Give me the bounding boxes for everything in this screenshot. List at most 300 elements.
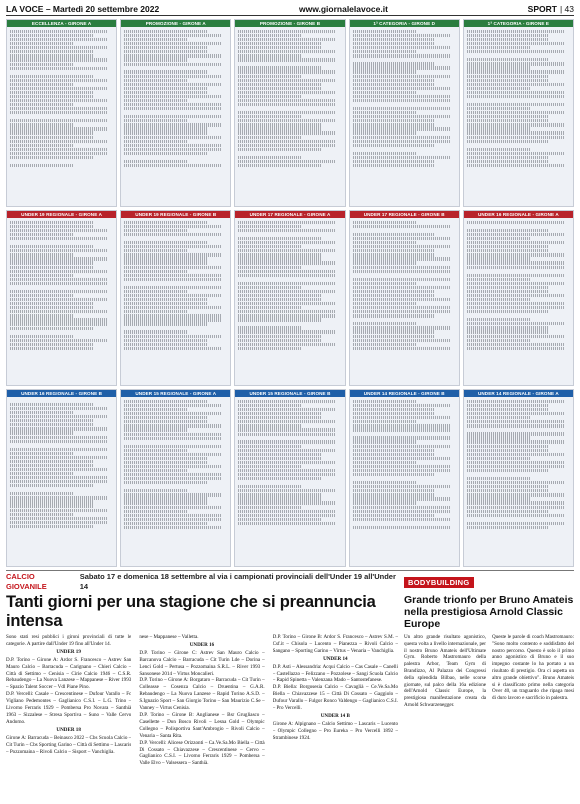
fine-print-line <box>124 103 221 106</box>
results-box <box>463 210 574 386</box>
box-header: UNDER 15 REGIONALE - GIRONE A <box>121 390 230 397</box>
fine-print-line <box>238 50 335 53</box>
fine-print-line <box>10 456 107 459</box>
fine-print-line <box>124 501 207 504</box>
fine-print-line <box>467 237 531 240</box>
fine-print-line <box>353 274 456 277</box>
results-box <box>120 389 231 567</box>
fine-print-line <box>124 99 188 102</box>
fine-print-line <box>10 419 93 422</box>
fine-print-line <box>10 339 107 342</box>
fine-print-line <box>124 298 207 301</box>
fine-print-line <box>124 274 221 277</box>
results-box <box>349 389 460 567</box>
fine-print-line <box>10 257 107 260</box>
article-column-1 <box>6 634 131 804</box>
fine-print-line <box>10 509 107 512</box>
fine-print-line <box>10 290 107 293</box>
fine-print-line <box>238 70 335 73</box>
box-content <box>7 397 116 531</box>
fine-print-line <box>238 249 335 252</box>
fine-print-line <box>124 514 221 517</box>
fine-print-line <box>238 412 321 415</box>
fine-print-line <box>353 95 450 98</box>
fine-print-line <box>353 99 450 102</box>
fine-print-line <box>467 87 531 90</box>
fine-print-line <box>124 119 188 122</box>
fine-print-line <box>124 449 188 452</box>
fine-print-line <box>124 87 207 90</box>
section-label <box>528 4 574 14</box>
fine-print-line <box>124 148 221 151</box>
fine-print-line <box>238 461 335 464</box>
box-header: UNDER 14 REGIONALE - GIRONE B <box>350 390 459 397</box>
fine-print-line <box>10 480 107 483</box>
fine-print-line <box>10 42 74 45</box>
fine-print-line <box>238 445 302 448</box>
fine-print-line <box>467 449 550 452</box>
fine-print-line <box>124 261 207 264</box>
fine-print-line <box>467 278 531 281</box>
fine-print-line <box>124 225 221 228</box>
fine-print-line <box>124 241 207 244</box>
fine-print-line <box>124 330 188 333</box>
fine-print-line <box>353 440 417 443</box>
fine-print-line <box>238 501 335 504</box>
fine-print-line <box>467 493 564 496</box>
fine-print-line <box>124 58 188 61</box>
fine-print-line <box>467 445 550 448</box>
fine-print-line <box>353 330 436 333</box>
fine-print-line <box>124 453 221 456</box>
fine-print-line <box>353 493 436 496</box>
fine-print-line <box>238 437 341 440</box>
box-header: 1ª CATEGORIA - GIRONE E <box>464 20 573 27</box>
fine-print-line <box>124 473 221 476</box>
subheading: UNDER 16 <box>189 641 215 648</box>
fine-print-line <box>467 152 564 155</box>
fine-print-line <box>353 148 456 151</box>
fine-print-line <box>353 257 450 260</box>
fine-print-line <box>353 465 450 468</box>
fine-print-line <box>353 339 450 342</box>
fine-print-line <box>353 91 417 94</box>
fine-print-line <box>353 131 417 134</box>
fine-print-line <box>353 58 456 61</box>
fine-print-line <box>467 465 564 468</box>
fine-print-line <box>467 461 564 464</box>
fine-print-line <box>124 91 207 94</box>
fine-print-line <box>10 152 107 155</box>
fine-print-line <box>10 444 113 447</box>
fine-print-line <box>353 75 450 78</box>
site-url[interactable]: www.giornalelavoce.it <box>298 3 388 14</box>
fine-print-line <box>467 497 531 500</box>
fine-print-line <box>124 131 207 134</box>
fine-print-line <box>124 253 221 256</box>
fine-print-line <box>10 127 107 130</box>
fine-print-line <box>467 123 564 126</box>
article-headline: Tanti giorni per una stagione che si preannuncia intensa <box>6 593 376 630</box>
fine-print-line <box>467 140 550 143</box>
fine-print-line <box>238 428 335 431</box>
fine-print-line <box>124 404 221 407</box>
fine-print-line <box>124 441 227 444</box>
fine-print-line <box>10 75 93 78</box>
box-header: UNDER 19 REGIONALE - GIRONE B <box>121 211 230 218</box>
fine-print-line <box>353 469 450 472</box>
fine-print-line <box>124 38 188 41</box>
fine-print-line <box>238 123 321 126</box>
fine-print-line <box>124 310 188 313</box>
fine-print-line <box>124 506 221 509</box>
fine-print-line <box>238 282 335 285</box>
article-kicker <box>6 572 398 592</box>
fine-print-line <box>467 481 564 484</box>
fine-print-line <box>238 522 335 525</box>
fine-print-line <box>10 278 107 281</box>
fine-print-line <box>353 412 436 415</box>
fine-print-line <box>10 331 113 334</box>
fine-print-line <box>353 322 417 325</box>
fine-print-line <box>353 314 436 317</box>
fine-print-line <box>353 318 456 321</box>
box-content <box>464 397 573 532</box>
fine-print-line <box>10 30 107 33</box>
fine-print-line <box>238 63 341 66</box>
box-content <box>350 27 459 170</box>
fine-print-line <box>124 115 221 118</box>
fine-print-line <box>10 233 74 236</box>
fine-print-line <box>353 144 436 147</box>
fine-print-line <box>124 107 221 110</box>
fine-print-line <box>238 343 335 346</box>
results-box <box>6 389 117 567</box>
fine-print-line <box>124 67 227 70</box>
fine-print-line <box>10 407 107 410</box>
fine-print-line <box>10 403 93 406</box>
fine-print-line <box>467 501 564 504</box>
fine-print-line <box>124 54 221 57</box>
fine-print-line <box>353 249 436 252</box>
fine-print-line <box>467 335 564 338</box>
fine-print-line <box>353 241 417 244</box>
fine-print-line <box>10 468 107 471</box>
fine-print-line <box>353 501 417 504</box>
fine-print-line <box>124 278 221 281</box>
fine-print-line <box>124 497 207 500</box>
fine-print-line <box>467 225 570 228</box>
subheading: UNDER 18 <box>56 726 81 733</box>
fine-print-line <box>353 282 417 285</box>
fine-print-line <box>467 318 531 321</box>
fine-print-line <box>467 261 564 264</box>
fine-print-line <box>353 164 436 167</box>
results-box <box>463 389 574 567</box>
box-header: 1ª CATEGORIA - GIRONE D <box>350 20 459 27</box>
fine-print-line <box>238 339 321 342</box>
fine-print-line <box>124 481 207 484</box>
fine-print-line <box>353 302 417 305</box>
subheading: UNDER 14 B <box>320 712 350 719</box>
fine-print-line <box>353 286 450 289</box>
results-row-2 <box>6 210 574 386</box>
fine-print-line <box>10 237 107 240</box>
fine-print-line <box>353 347 450 350</box>
paragraph: nese – Mappanese – Valletta. <box>139 634 199 640</box>
fine-print-line <box>10 492 74 495</box>
fine-print-line <box>238 326 302 329</box>
fine-print-line <box>467 38 550 41</box>
fine-print-line <box>467 326 550 329</box>
fine-print-line <box>124 408 188 411</box>
fine-print-line <box>353 50 417 53</box>
fine-print-line <box>353 497 450 500</box>
fine-print-line <box>353 83 436 86</box>
fine-print-line <box>10 123 74 126</box>
fine-print-line <box>10 282 107 285</box>
fine-print-line <box>467 127 531 130</box>
fine-print-line <box>10 310 107 313</box>
fine-print-line <box>10 164 74 167</box>
fine-print-line <box>10 318 107 321</box>
fine-print-line <box>467 144 570 147</box>
fine-print-line <box>238 95 302 98</box>
fine-print-line <box>124 249 188 252</box>
fine-print-line <box>353 119 436 122</box>
fine-print-line <box>124 424 221 427</box>
fine-print-line <box>467 322 564 325</box>
box-header: PROMOZIONE - GIRONE A <box>121 20 230 27</box>
fine-print-line <box>10 261 93 264</box>
fine-print-line <box>10 79 107 82</box>
fine-print-line <box>124 433 221 436</box>
fine-print-line <box>467 233 564 236</box>
fine-print-line <box>124 30 207 33</box>
fine-print-line <box>10 427 107 430</box>
fine-print-line <box>467 42 564 45</box>
fine-print-line <box>10 87 107 90</box>
fine-print-line <box>467 83 564 86</box>
fine-print-line <box>238 140 335 143</box>
fine-print-line <box>238 510 335 513</box>
fine-print-line <box>124 437 221 440</box>
fine-print-line <box>124 111 227 114</box>
fine-print-line <box>467 274 564 277</box>
fine-print-line <box>467 249 550 252</box>
section-divider <box>6 570 574 571</box>
fine-print-line <box>353 436 450 439</box>
fine-print-line <box>10 274 74 277</box>
fine-print-line <box>467 343 564 346</box>
fine-print-line <box>124 164 221 167</box>
box-header: UNDER 16 REGIONALE - GIRONE A <box>464 211 573 218</box>
fine-print-line <box>467 330 550 333</box>
section-name: SPORT <box>527 3 557 14</box>
fine-print-line <box>10 229 107 232</box>
fine-print-line <box>124 160 188 163</box>
fine-print-line <box>124 322 207 325</box>
fine-print-line <box>10 38 107 41</box>
fine-print-line <box>238 506 302 509</box>
fine-print-line <box>238 75 302 78</box>
side-column-1: Un altro grande risultato agonistico, questa volta a livello internazionale, per il nostro Bruno Amateis dell'Ultimate Gym. Roberto Mastromauro della palestra Arbor, Team Gym di Brandizzo, Al Palazzo dei Congressi della splendida Bilbao, nelle scorse giornate, sul palco della 16a edizione dell'Arnold Classic Europe, la prestigiosa manifestazione creata da Arnold Schwarzenegger. <box>404 634 486 708</box>
box-header: UNDER 14 REGIONALE - GIRONE A <box>464 390 573 397</box>
fine-print-line <box>124 63 221 66</box>
fine-print-line <box>10 440 107 443</box>
fine-print-line <box>467 253 564 256</box>
fine-print-line <box>353 266 450 269</box>
fine-print-line <box>353 310 450 313</box>
fine-print-line <box>238 302 335 305</box>
fine-print-line <box>124 457 207 460</box>
paragraph: Girone A: Alpignano – Calcio Settimo – Lascaris – Lucento – Olympic Collegno – Pro Eureka – Pro Vercelli 1892 – Strambinese 1924. <box>272 720 398 741</box>
fine-print-line <box>467 50 564 53</box>
fine-print-line <box>467 302 564 305</box>
fine-print-line <box>353 278 450 281</box>
fine-print-line <box>467 306 564 309</box>
box-header: PROMOZIONE - GIRONE B <box>235 20 344 27</box>
fine-print-line <box>10 306 93 309</box>
fine-print-line <box>10 314 74 317</box>
fine-print-line <box>238 424 302 427</box>
fine-print-line <box>10 245 93 248</box>
fine-print-line <box>353 424 450 427</box>
fine-print-line <box>238 298 321 301</box>
fine-print-line <box>353 290 436 293</box>
fine-print-line <box>353 123 436 126</box>
fine-print-line <box>124 282 227 285</box>
fine-print-line <box>124 477 221 480</box>
fine-print-line <box>10 136 93 139</box>
fine-print-line <box>124 420 207 423</box>
fine-print-line <box>238 241 335 244</box>
fine-print-line <box>238 156 302 159</box>
fine-print-line <box>238 469 335 472</box>
fine-print-line <box>10 525 93 528</box>
fine-print-line <box>238 99 335 102</box>
fine-print-line <box>353 127 450 130</box>
fine-print-line <box>353 42 436 45</box>
fine-print-line <box>124 428 188 431</box>
fine-print-line <box>467 400 564 403</box>
results-box <box>6 19 117 207</box>
fine-print-line <box>238 286 302 289</box>
fine-print-line <box>10 399 113 402</box>
fine-print-line <box>238 83 321 86</box>
fine-print-line <box>467 119 550 122</box>
fine-print-line <box>10 34 93 37</box>
fine-print-line <box>124 416 207 419</box>
fine-print-line <box>353 408 436 411</box>
paragraph: Sono stati resi pubblici i gironi provinciali di tutte le categorie. A partire dall'Under 19 fino all'Under 14. <box>6 634 132 647</box>
fine-print-line <box>467 221 564 224</box>
fine-print-line <box>124 339 207 342</box>
fine-print-line <box>124 83 221 86</box>
fine-print-line <box>353 115 450 118</box>
fine-print-line <box>467 91 564 94</box>
box-content <box>235 27 344 170</box>
fine-print-line <box>353 38 436 41</box>
fine-print-line <box>10 67 107 70</box>
fine-print-line <box>353 453 436 456</box>
fine-print-line <box>124 140 188 143</box>
fine-print-line <box>124 270 188 273</box>
fine-print-line <box>124 347 221 350</box>
fine-print-line <box>353 428 450 431</box>
fine-print-line <box>353 70 417 73</box>
fine-print-line <box>467 99 570 102</box>
fine-print-line <box>353 62 436 65</box>
fine-print-line <box>10 521 107 524</box>
fine-print-line <box>353 473 436 476</box>
kicker-deck: Sabato 17 e domenica 18 settembre al via i campionati provinciali dell'Under 19 all'Under 14 <box>79 572 396 591</box>
fine-print-line <box>124 493 221 496</box>
fine-print-line <box>467 34 550 37</box>
fine-print-line <box>238 318 321 321</box>
fine-print-line <box>353 111 417 114</box>
fine-print-line <box>10 286 113 289</box>
fine-print-line <box>467 314 570 317</box>
fine-print-line <box>353 433 456 436</box>
fine-print-line <box>238 270 335 273</box>
results-box <box>6 210 117 386</box>
fine-print-line <box>238 131 335 134</box>
fine-print-line <box>467 518 570 521</box>
fine-print-line <box>10 488 113 491</box>
fine-print-line <box>353 233 436 236</box>
box-content <box>235 218 344 353</box>
subheading: UNDER 19 <box>56 648 81 655</box>
fine-print-line <box>10 148 107 151</box>
fine-print-line <box>10 415 107 418</box>
fine-print-line <box>238 257 321 260</box>
fine-print-line <box>10 436 107 439</box>
fine-print-line <box>124 237 227 240</box>
fine-print-line <box>10 343 93 346</box>
fine-print-line <box>353 510 450 513</box>
fine-print-line <box>467 510 550 513</box>
fine-print-line <box>10 504 93 507</box>
fine-print-line <box>467 46 531 49</box>
fine-print-line <box>124 485 227 488</box>
fine-print-line <box>353 400 417 403</box>
fine-print-line <box>238 225 302 228</box>
fine-print-line <box>467 66 531 69</box>
fine-print-line <box>353 457 450 460</box>
fine-print-line <box>238 457 321 460</box>
fine-print-line <box>238 294 321 297</box>
fine-print-line <box>238 127 321 130</box>
fine-print-line <box>10 241 113 244</box>
fine-print-line <box>353 79 436 82</box>
fine-print-line <box>467 294 564 297</box>
fine-print-line <box>467 436 531 439</box>
fine-print-line <box>10 270 107 273</box>
fine-print-line <box>467 241 564 244</box>
fine-print-line <box>238 330 335 333</box>
fine-print-line <box>10 115 113 118</box>
fine-print-line <box>124 46 207 49</box>
box-content <box>7 27 116 170</box>
results-row-1 <box>6 19 574 207</box>
fine-print-line <box>124 34 221 37</box>
fine-print-line <box>10 156 93 159</box>
fine-print-line <box>353 270 450 273</box>
fine-print-line <box>353 30 417 33</box>
fine-print-line <box>10 103 74 106</box>
fine-print-line <box>238 449 335 452</box>
